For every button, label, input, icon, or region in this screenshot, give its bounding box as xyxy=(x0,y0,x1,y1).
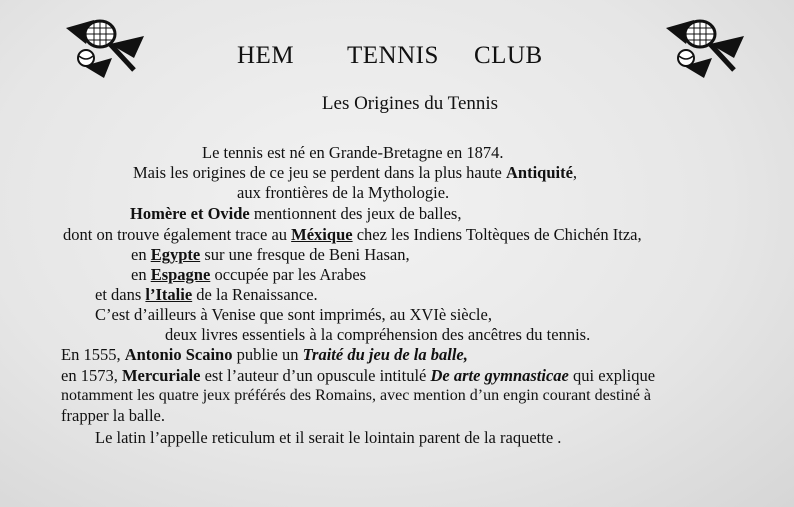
document-subtitle: Les Origines du Tennis xyxy=(321,93,499,114)
text-line: Homère et Ovide mentionnent des jeux de balles, xyxy=(130,204,462,223)
text-line: En 1555, Antonio Scaino publie un Traité du jeu de la balle, xyxy=(61,345,468,364)
club-title-word: HEM xyxy=(237,42,295,69)
text-line: Le latin l’appelle reticulum et il serait le lointain parent de la raquette . xyxy=(95,428,562,447)
text-line: notamment les quatre jeux préférés des Romains, avec mention d’un engin courant destiné à xyxy=(61,387,652,404)
text-line: frapper la balle. xyxy=(61,406,165,425)
text-line: C’est d’ailleurs à Venise que sont imprimés, au XVIè siècle, xyxy=(95,305,492,324)
text-line: dont on trouve également trace au Méxique chez les Indiens Toltèques de Chichén Itza, xyxy=(63,225,642,244)
tennis-racket-ball-icon xyxy=(64,14,146,82)
club-title-word: TENNIS xyxy=(347,42,439,69)
text-line: et dans l’Italie de la Renaissance. xyxy=(95,285,318,304)
text-line: Le tennis est né en Grande-Bretagne en 1874. xyxy=(202,143,504,162)
text-line: deux livres essentiels à la compréhension des ancêtres du tennis. xyxy=(165,325,591,344)
text-line: en Egypte sur une fresque de Beni Hasan, xyxy=(131,245,410,264)
text-line: aux frontières de la Mythologie. xyxy=(237,183,450,202)
club-title-word: CLUB xyxy=(474,42,543,69)
text-line: Mais les origines de ce jeu se perdent dans la plus haute Antiquité, xyxy=(133,163,578,182)
text-line: en 1573, Mercuriale est l’auteur d’un opuscule intitulé De arte gymnasticae qui explique xyxy=(61,366,656,385)
tennis-racket-ball-icon xyxy=(664,14,746,82)
text-line: en Espagne occupée par les Arabes xyxy=(131,265,367,284)
